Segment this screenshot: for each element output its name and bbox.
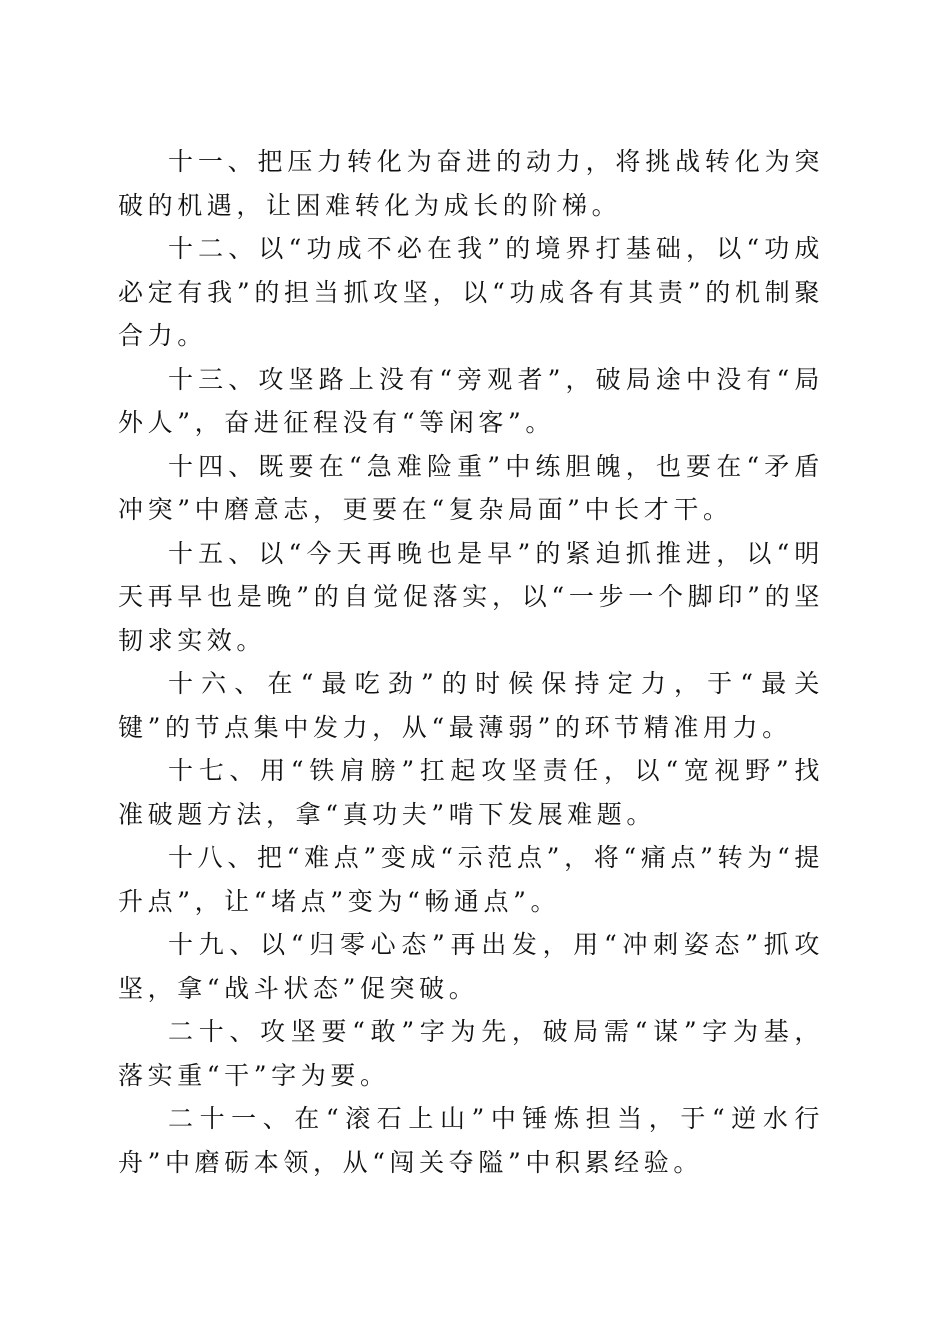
paragraph-17: 十七、用“铁肩膀”扛起攻坚责任，以“宽视野”找准破题方法，拿“真功夫”啃下发展难题。 [118, 756, 824, 829]
paragraph-20: 二十、攻坚要“敢”字为先，破局需“谋”字为基，落实重“干”字为要。 [118, 1017, 824, 1090]
paragraph-15: 十五、以“今天再晚也是早”的紧迫抓推进，以“明天再早也是晚”的自觉促落实，以“一步一个脚印”的坚韧求实效。 [118, 538, 824, 655]
paragraph-11: 十一、把压力转化为奋进的动力，将挑战转化为突破的机遇，让困难转化为成长的阶梯。 [118, 147, 824, 220]
paragraph-21: 二十一、在“滚石上山”中锤炼担当，于“逆水行舟”中磨砺本领，从“闯关夺隘”中积累经验。 [118, 1104, 824, 1177]
paragraph-13: 十三、攻坚路上没有“旁观者”，破局途中没有“局外人”，奋进征程没有“等闲客”。 [118, 364, 824, 437]
document-body [118, 140, 824, 1184]
paragraph-16: 十六、在“最吃劲”的时候保持定力，于“最关键”的节点集中发力，从“最薄弱”的环节精准用力。 [118, 669, 824, 742]
paragraph-14: 十四、既要在“急难险重”中练胆魄，也要在“矛盾冲突”中磨意志，更要在“复杂局面”中长才干。 [118, 451, 824, 524]
paragraph-18: 十八、把“难点”变成“示范点”，将“痛点”转为“提升点”，让“堵点”变为“畅通点”。 [118, 843, 824, 916]
paragraph-12: 十二、以“功成不必在我”的境界打基础，以“功成必定有我”的担当抓攻坚，以“功成各有其责”的机制聚合力。 [118, 234, 824, 350]
paragraph-19: 十九、以“归零心态”再出发，用“冲刺姿态”抓攻坚，拿“战斗状态”促突破。 [118, 930, 824, 1003]
